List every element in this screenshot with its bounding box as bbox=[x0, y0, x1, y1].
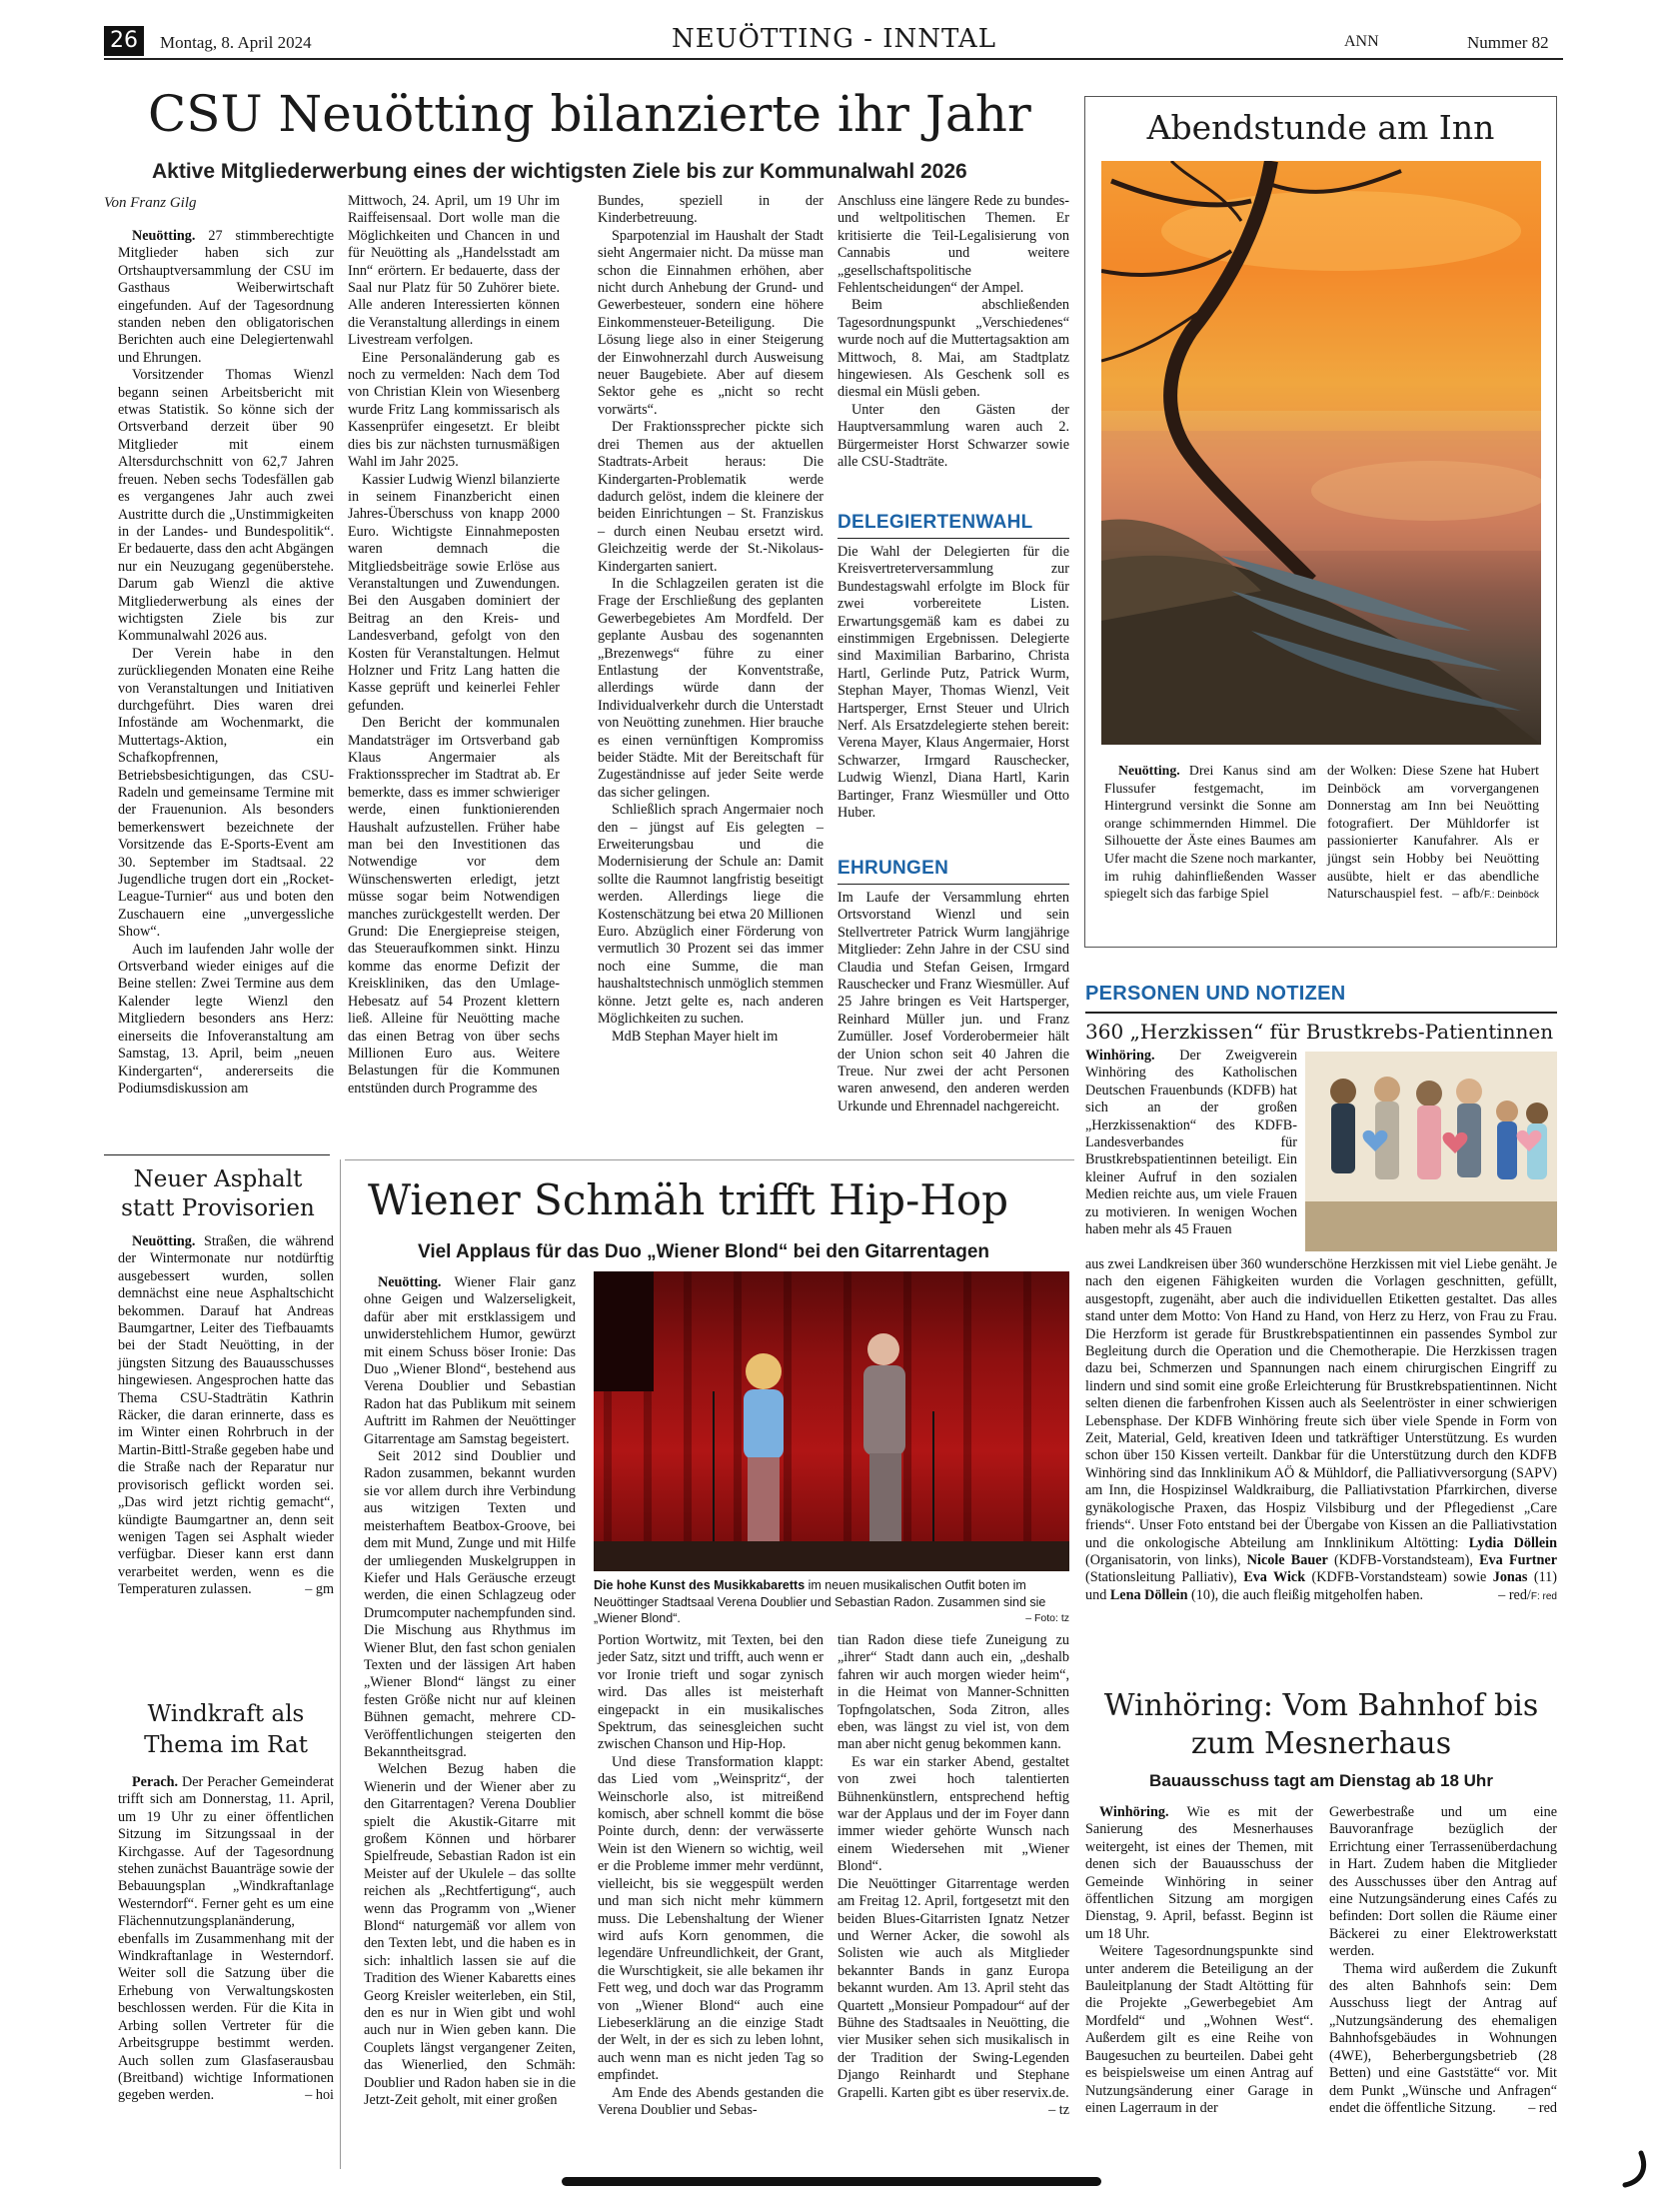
lead-col4 bbox=[837, 193, 1069, 472]
paragraph bbox=[1085, 1943, 1313, 2117]
stage-caption-credit: – Foto: tz bbox=[1025, 1612, 1069, 1624]
lead-col3 bbox=[598, 193, 824, 1046]
paragraph-text: Beim abschließenden Tagesordnungspunkt „Verschiedenes“ wurde noch auf die Muttertagsaktion am Mittwoch, 8. Mai, am Stadtplatz hingewiesen. Als Geschenk soll es diesmal ein Müsli geben. bbox=[837, 297, 1069, 401]
person-name: Eva Furtner bbox=[1479, 1551, 1558, 1568]
paragraph bbox=[1329, 1804, 1557, 1961]
paragraph bbox=[1085, 1804, 1313, 1943]
stage-illustration bbox=[594, 1271, 1069, 1571]
personen-text: aus zwei Landkreisen über 360 wunderschöne Herzkissen mit viel Liebe genäht. Je nach den eigenen Fähigkeiten wurden die Vorlagen geschnitten, gefüllt, ausgestopft, zugenäht, aber auch die individuellen Etiketten gestaltet. Das alles stand unter dem Motto: Von Hand zu Hand, von Herz zu Herz, von Frau zu Frau. Die Herzform ist gerade für Brustkrebspatientinnen ein passendes Symbol zur Begleitung durch die Operation und die Chemotherapie. Die Herzkissen tragen dazu bei, Schmerzen und Spannungen nach einem chirurgischen Eingriff zu lindern und sind somit eine große Erleichterung für Brustkrebspatientinnen. Nicht selten dienen die farbenfrohen Kissen auch als Seelentröster in einer schwierigen Lebensphase. Der KDFB Winhöring freute sich über viele Spende in Form von Zeit, Material, Geld, kreativen Ideen und tatkräftiger Unterstützung. Es wurden schon über 150 Kissen verteilt. Dankbar für die Unterstützung durch den KDFB Winhöring sind das Innklinikum AÖ & Mühldorf, die Palliativversorgung (SAPV) am Inn, die Hospizinsel Waldkraiburg, die Palliativstation Pfarrkirchen, diverse gynäkologische Praxen, das Hospiz Vilsbiburg und der Pflegedienst „Care friends“. Unser Foto entstand bei der Übergabe von Kissen an die Palliativstation und die onkologische Abteilung am Innklinikum Altötting: Lydia Döllein (Organisatorin, von links), Nicole Bauer (KDFB-Vorstandsteam), Eva Furtner (Stationsleitung Palliativ), Eva Wick (KDFB-Vorstandsteam) sowie Jonas (11) und Lena Döllein (10), die auch fleißig mitgeholfen haben. – red/F: red bbox=[1085, 1256, 1558, 1603]
paragraph-text: Der Fraktionssprecher pickte sich drei Themen aus der aktuellen Stadtrats-Arbeit heraus: Die Kindergarten-Problematik werde dadurch gelöst, indem die kleinere der beiden Einrichtungen – St. Franziskus – durch einen Neubau ersetzt wird. Gleichzeitig werde der St.-Nikolaus-Kindergarten saniert. bbox=[598, 419, 824, 575]
rule-v1 bbox=[340, 1159, 341, 2169]
wind-headline: Windkraft als Thema im Rat bbox=[144, 1701, 308, 1758]
paragraph-text: Anschluss eine längere Rede zu bundes- und weltpolitischen Themen. Er kritisierte die Teil-Legalisierung von Cannabis und weitere „gesellschaftspolitische Fehlentscheidungen“ der Ampel. bbox=[837, 193, 1069, 297]
paragraph bbox=[837, 1632, 1069, 1754]
winhoering-subhead: Bauausschuss tagt am Dienstag ab 18 Uhr bbox=[1149, 1771, 1493, 1790]
photo-caption-left: Neuötting. Drei Kanus sind am Flussufer festgemacht, im Hintergrund versinkt die Sonne am orange schimmernden Himmel. Die Silhouette der Äste eines Baumes am Ufer macht die Szene noch markanter, im ruhig dahinfließenden Wasser spiegelt sich das farbige Spiel bbox=[1104, 763, 1316, 902]
paragraph bbox=[348, 350, 560, 472]
paragraph-text: Bundes, speziell in der Kinderbetreuung. bbox=[598, 193, 824, 227]
photo-box-title: Abendstunde am Inn bbox=[1146, 108, 1495, 147]
paragraph-text: 27 stimmberechtigte Mitglieder haben sich zur Ortshauptversammlung der CSU im Gasthaus Weiberwirtschaft eingefunden. Auf der Tagesordnung standen neben den obligatorischen Berichten auch eine Delegiertenwahl und Ehrungen. bbox=[118, 228, 334, 366]
delegierte-text: Die Wahl der Delegierten für die Kreisvertreterversammlung zur Bundestagswahl erfolgte im Block für zwei vorbereitete Listen. Erwartungsgemäß kam es dabei zu einstimmigen Ergebnissen. Delegierte sind Maximilian Barbarino, Christa Hartl, Gerlinde Putz, Patrick Wurm, Stephan Mayer, Thomas Wienzl, Veit Hartsperger, Ernst Steuer und Ulrich Nerf. Als Ersatzdelegierte stehen bereit: Verena Mayer, Klaus Angermaier, Horst Schwarzer, Irmgard Rauschecker, Ludwig Wienzl, Diana Hartl, Karin Bartinger, Franz Wiesmüller und Otto Huber. bbox=[837, 544, 1069, 822]
paragraph-text: Vorsitzender Thomas Wienzl begann seinen Arbeitsbericht mit etwas Statistik. So könne sich der Ortsverband derzeit über 90 Mitglieder mit einem Altersdurchschnitt von 62,7 Jahren freuen. Neben sechs Todesfällen gab es vergangenes Jahr auch zwei Austritte durch die „Unstimmigkeiten in der Landes- und Bundespolitik“. Er bedauerte, dass den acht Abgängen nur ein Neuzugang gegenüberstehe. Darum gab Wienzl die aktive Mitgliederwerbung als eines der wichtigsten Ziele bis zur Kommunalwahl 2026 aus. bbox=[118, 367, 334, 645]
paragraph bbox=[1329, 1961, 1557, 2118]
paragraph-text: Portion Wortwitz, mit Texten, bei den jeder Satz, sitzt und trifft, auch wenn er vor Ironie trieft und sogar zynisch wird. Das alles ist meisterhaft eingepackt in ein musikalisches Spektrum, das seinesgleichen sucht zwischen Chanson und Hip-Hop. bbox=[598, 1632, 824, 1753]
paragraph bbox=[837, 402, 1069, 472]
paragraph bbox=[364, 1761, 576, 2109]
paragraph-text: In die Schlagzeilen geraten ist die Frage der Erschließung des geplanten Gewerbegebietes Am Mordfeld. Der geplante Ausbau des sogenannten „Brezenwegs“ führe zu einer Entlastung der Konventstraße, allerdings würde dann der Individualverkehr durch die Unterstadt von Neuötting zunehmen. Hier brauche es einen vernünftigen Kompromiss beider Städte. Mit der Bereitschaft für Zugeständnisse auf jeder Seite werde das sicher gelingen. bbox=[598, 575, 824, 801]
paragraph bbox=[348, 715, 560, 1098]
paragraph bbox=[837, 297, 1069, 401]
paragraph-text: Die Neuöttinger Gitarrentage werden am Freitag 12. April, fortgesetzt mit den beiden Blues-Gitarristen Ignatz Netzer und Werner Acker, die sowohl als Solisten wie auch als Mitglieder bekannter Bands in ganz Europa bekannt wurden. Am 13. April steht das Quartett „Monsieur Pompadour“ auf der Bühne des Stadtsaales in Neuötting, die vier Musiker sehen sich musikalisch in der Tradition der Swing-Legenden Django Reinhardt und Stephane Grapelli. Karten gibt es über reservix.de. bbox=[837, 1875, 1069, 2101]
paragraph bbox=[118, 646, 334, 942]
paragraph-text: Wiener Flair ganz ohne Geigen und Walzerseligkeit, dafür aber mit erstklassigem und unwiderstehlichem Humor, gewürzt mit einem Schuss böser Ironie: Das Duo „Wiener Blond“, bestehend aus Verena Doublier und Sebastian Radon hat das Publikum mit seinem Auftritt im Rahmen der Neuöttinger Gitarrentage am Samstag begeistert. bbox=[364, 1274, 576, 1447]
dateline: Neuötting. bbox=[378, 1274, 442, 1290]
delegierte-rule bbox=[837, 538, 1069, 539]
paragraph bbox=[837, 1875, 1069, 2118]
page-number: 26 bbox=[110, 28, 138, 53]
paragraph bbox=[598, 1029, 824, 1046]
paragraph bbox=[118, 942, 334, 1099]
paragraph-text: Es war ein starker Abend, gestaltet von zwei hoch talentierten Bühnenkünstlern, entsprechend heftig war der Applaus und der im Foyer dann immer wieder gehörte Wunsch nach einem Wiedersehen mit „Wiener Blond“. bbox=[837, 1753, 1069, 1875]
lead-col1 bbox=[118, 228, 334, 1098]
paragraph bbox=[598, 2085, 824, 2120]
lead-col2 bbox=[348, 193, 560, 1098]
paragraph bbox=[364, 1274, 576, 1448]
ehrungen-head: EHRUNGEN bbox=[837, 858, 949, 879]
paragraph-text: Weitere Tagesordnungspunkte sind unter anderem die Beteiligung an der Bauleitplanung der Stadt Altötting für die Projekte „Gewerbegebiet Am Mordfeld“ und „Wohnen West“. Außerdem gilt es eine Reihe von Baugesuchen zu beurteilen. Dabei geht es beispielsweise um einen Antrag auf Nutzungsänderung einer Garage in einen Lagerraum in der bbox=[1085, 1943, 1313, 2116]
paragraph-text: Mittwoch, 24. April, um 19 Uhr im Raiffeisensaal. Dort wolle man die Möglichkeiten und Chancen in und für Neuötting als „Handelsstadt am Inn“ erörtern. Er bedauerte, dass der Saal nur Platz für 50 Zuhörer biete. Alle anderen Interessierten können die Veranstaltung allerdings in einem Livestream verfolgen. bbox=[348, 193, 560, 349]
paragraph bbox=[348, 193, 560, 350]
stage-photo bbox=[594, 1271, 1069, 1571]
hiphop-col1 bbox=[364, 1274, 576, 2110]
paragraph-text: Auch im laufenden Jahr wolle der Ortsverband wieder einiges auf die Beine stellen: Zwei Termine aus dem Kalender legte Wienzl den Mitgliedern besonders ans Herz: einerseits die Infoveranstaltung am Samstag, 13. April, beim „neuen Kindergarten“, andererseits die Podiumsdiskussion am bbox=[118, 941, 334, 1097]
person-role: (Stationsleitung Palliativ), bbox=[1085, 1569, 1244, 1586]
stage-caption bbox=[594, 1577, 1069, 1627]
paragraph-text: Gewerbestraße und um eine Bauvoranfrage bezüglich der Errichtung einer Terrassenüberdachung in Hart. Zudem haben die Mitglieder des Ausschusses über den Antrag auf eine Nutzungsänderung eines Cafés zu befinden: Dort sollen die Räume einer Bäckerei zu einer Elektrowerkstatt werden. bbox=[1329, 1804, 1557, 1960]
paragraph-text: Kassier Ludwig Wienzl bilanzierte in seinem Finanzbericht einen Jahres-Überschuss von knapp 2000 Euro. Wichtigste Einnahmeposten waren demnach die Mitgliedsbeiträge sowie Erlöse aus Veranstaltungen und Zuwendungen. Bei den Ausgaben dominiert der Beitrag an den Kreis- und Landesverband, gefolgt von den Kosten für Veranstaltungen. Helmut Holzner und Fritz Lang hatten die Kasse geprüft und keinerlei Fehler gefunden. bbox=[348, 471, 560, 714]
paragraph bbox=[118, 228, 334, 367]
personen-rule bbox=[1085, 1012, 1557, 1014]
wind-text: Perach. Der Peracher Gemeinderat trifft sich am Donnerstag, 11. April, um 19 Uhr zu einer öffentlichen Sitzung im Sitzungssaal in der Kirchgasse. Auf der Tagesordnung stehen zunächst Bauanträge sowie der Bebauungsplan „Windkraftanlage Westerndorf“. Ferner geht es um eine Flächennutzungsplanänderung, ebenfalls im Zusammenhang mit der Windkraftanlage in Westerndorf. Weiter soll die Satzung über die Erhebung von Verwaltungskosten beschlossen werden. Für die Kita in Arbing sollen Vertreter für die Arbeitsgruppe bestimmt werden. Auch sollen zum Glasfaserausbau (Breitband) wichtige Informationen gegeben werden. – hoi bbox=[118, 1774, 334, 2104]
personen-headline: 360 „Herzkissen“ für Brustkrebs-Patientinnen bbox=[1085, 1020, 1554, 1044]
signature: – red bbox=[1528, 2099, 1557, 2116]
asphalt-rule bbox=[104, 1154, 330, 1155]
paragraph bbox=[598, 228, 824, 419]
paragraph-text: Am Ende des Abends gestanden die Verena Doublier und Sebas- bbox=[598, 2084, 824, 2118]
paragraph bbox=[598, 419, 824, 576]
paragraph bbox=[837, 193, 1069, 297]
home-indicator[interactable] bbox=[562, 2177, 1101, 2186]
sunset-illustration bbox=[1101, 161, 1541, 745]
masthead-issue: Nummer 82 bbox=[1467, 33, 1549, 52]
paragraph bbox=[598, 802, 824, 1028]
photo-caption-right: der Wolken: Diese Szene hat Hubert Deinböck am vorvergangenen Donnerstag am Inn bei Neuötting fotografiert. Der Mühldorfer ist passionierter Kanufahrer. Als er jüngst sein Hobby bei Neuötting ausübte, hielt er das abendliche Naturschauspiel fest. – afb/F.: Deinböck bbox=[1327, 763, 1539, 902]
dateline: Neuötting. bbox=[132, 228, 196, 244]
paragraph bbox=[598, 1754, 824, 2085]
hiphop-headline: Wiener Schmäh trifft Hip-Hop bbox=[368, 1175, 1009, 1224]
winhoering-col2 bbox=[1329, 1804, 1557, 2117]
masthead-title: NEUÖTTING - INNTAL bbox=[672, 24, 996, 54]
person-name: Eva Wick bbox=[1243, 1569, 1306, 1586]
paragraph bbox=[598, 576, 824, 802]
hiphop-col3 bbox=[837, 1632, 1069, 2119]
stage-caption-text: im neuen musikalischen Outfit boten im Neuöttinger Stadtsaal Verena Doublier und Sebastian Radon. Zusammen sind sie „Wiener Blond“. bbox=[594, 1578, 1046, 1625]
hiphop-col2 bbox=[598, 1632, 824, 2119]
signature: – tz bbox=[1048, 2101, 1069, 2118]
person-name: Lena Döllein bbox=[1109, 1586, 1188, 1603]
paragraph-text: Der Verein habe in den zurückliegenden Monaten eine Reihe von Veranstaltungen und Initiativen durchgeführt. Dies waren drei Infostände am Wochenmarkt, die Muttertags-Aktion, ein Schafkopfrennen, Betriebsbesichtigungen, das CSU-Radeln und gemeinsame Termine mit der Frauenunion. Als besonders bemerkenswert bezeichnete der Vorsitzende das E-Sports-Event am 30. September im Stadtsaal. 22 Jugendliche trugen dort ein „Rocket-League-Turnier“ aus und boten den Zuschauern eine „unvergessliche Show“. bbox=[118, 645, 334, 941]
person-name: Jonas bbox=[1492, 1569, 1528, 1586]
page-number-badge bbox=[104, 26, 144, 56]
paragraph bbox=[598, 1632, 824, 1754]
masthead-date: Montag, 8. April 2024 bbox=[160, 33, 312, 52]
rule-h-hiphop bbox=[345, 1159, 1074, 1160]
person-role: (KDFB-Vorstandsteam), bbox=[1327, 1551, 1480, 1568]
paragraph-text: Seit 2012 sind Doublier und Radon zusammen, bekannt wurden sie vor allem durch ihre Verbindung aus witzigen Texten und meisterhaftem Beatbox-Groove, bei dem mit Mund, Zunge und mit Hilfe der umliegenden Muskelgruppen in Kiefer und Hals Geräusche erzeugt werden, die einen Schlagzeug oder Drumcomputer nachempfunden sind. Die Mischung aus Rhythmus im Wiener Blut, den fast schon genialen Texten und der lässigen Art haben „Wiener Blond“ längst zu einer festen Größe nicht nur auf kleinen Bühnen gemacht, mehrere CD-Veröffentlichungen steigerten den Bekanntheitsgrad. bbox=[364, 1448, 576, 1760]
hiphop-subhead: Viel Applaus für das Duo „Wiener Blond“ bei den Gitarrentagen bbox=[418, 1241, 990, 1262]
paragraph-text: Und diese Transformation klappt: das Lied vom „Weinspritz“, der Weinschorle also, ist mitreißend komisch, aber schnell kommt die böse Pointe durch, denn: der verwässerte Wein ist den Wienern so wichtig, weil er die Probleme immer mehr verdünnt, vielleicht, bis sie weggespült werden und man sich nicht mehr kümmern muss. Die Lebenshaltung der Wiener wird aufs Korn genommen, die legendäre Unfreundlichkeit, der Grant, die Wurschtigkeit, sie alle bekamen ihr Fett weg, und doch war das Programm von „Wiener Blond“ auch eine Liebeserklärung an die einzige Stadt der Welt, in der es sich zu leben lohnt, auch wenn man es nicht jeden Tag so empfindet. bbox=[598, 1753, 824, 2084]
paragraph bbox=[118, 367, 334, 646]
ehrungen-rule bbox=[837, 884, 1069, 885]
paragraph-text: Sparpotenzial im Haushalt der Stadt sieht Angermaier nicht. Da müsse man schon die Einnahmen erhöhen, aber nicht durch Anhebung der Grund- und Gewerbesteuer, sondern eine höhere Einkommensteuer-Beteiligung. Die Lösung liege also in einer Steigerung der Einwohnerzahl durch Ausweisung neuer Baugebiete. Aber auf diesem Sektor gehe es „nicht so recht vorwärts“. bbox=[598, 227, 824, 418]
paragraph bbox=[348, 472, 560, 716]
lead-headline: CSU Neuötting bilanzierte ihr Jahr bbox=[148, 85, 1031, 143]
masthead-rule bbox=[104, 58, 1563, 60]
paragraph-text: Unter den Gästen der Hauptversammlung waren auch 2. Bürgermeister Horst Schwarzer sowie alle CSU-Stadträte. bbox=[837, 401, 1069, 471]
paragraph-text: tian Radon diese tiefe Zuneigung zu „ihrer“ Stadt dann auch ein, „deshalb fahren wir auch morgen wieder heim“, in die Heimat von Manner-Schnitten Topfngolatschen, Soda Zitron, alles eben, was längst zu viel ist, von dem man aber nicht genug bekommen kann. bbox=[837, 1632, 1069, 1753]
sunset-photo bbox=[1101, 161, 1541, 745]
lead-subhead: Aktive Mitgliederwerbung eines der wichtigsten Ziele bis zur Kommunalwahl 2026 bbox=[152, 160, 967, 183]
lead-byline: Von Franz Gilg bbox=[104, 195, 197, 211]
person-role: (KDFB-Vorstandsteam) sowie bbox=[1305, 1569, 1493, 1586]
paragraph-text: MdB Stephan Mayer hielt im bbox=[612, 1028, 779, 1045]
dateline: Winhöring. bbox=[1099, 1804, 1169, 1820]
paragraph-text: Thema wird außerdem die Zukunft des alten Bahnhofs sein: Dem Ausschuss liegt der Antrag auf „Nutzungsänderung des ehemaligen Bahnhofsgebäudes in Wohnungen (4WE), Beherbergungsbetrieb (28 Betten) und eine Gaststätte“ vor. Mit dem Punkt „Wünsche und Anfragen“ endet die öffentliche Sitzung. bbox=[1329, 1960, 1557, 2116]
herzkissen-photo bbox=[1305, 1052, 1557, 1251]
asphalt-headline: Neuer Asphalt statt Provisorien bbox=[121, 1166, 315, 1221]
masthead-paper: ANN bbox=[1344, 33, 1379, 50]
personen-intro: Winhöring. Der Zweigverein Winhöring des Katholischen Deutschen Frauenbunds (KDFB) hat sich an der großen „Herzkissenaktion“ des KDFB-Landesverbandes für Brustkrebspatientinnen beteiligt. Ein kleiner Aufruf in den sozialen Medien reichte aus, um viele Frauen zu motivieren. In wenigen Wochen haben mehr als 45 Frauen bbox=[1085, 1048, 1297, 1238]
delegierte-head: DELEGIERTENWAHL bbox=[837, 512, 1033, 533]
paragraph bbox=[837, 1754, 1069, 1876]
person-role: (Organisatorin, von links), bbox=[1085, 1551, 1247, 1568]
paragraph-text: Welchen Bezug haben die Wienerin und der Wiener aber zu den Gitarrentagen? Verena Doublier spielt die Akustik-Gitarre mit großem Können und hörbarer Spielfreude, Sebastian Radon ist ein Meister auf der Ukulele – das sollte reichen als „Rechtfertigung“, auch wenn das Programm von „Wiener Blond“ naturgemäß vor allem von den Texten lebt, und die haben es in sich: inhaltlich lassen sie auf die Tradition des Wiener Kabaretts eines Georg Kreisler weiterleben, ein Stil, den es nur in Wien gibt und wohl auch nur in Wien geben kann. Die Couplets längst vergangener Zeiten, das Wienerlied, den Schmäh: Doublier und Radon haben sie in die Jetzt-Zeit geholt, mit einer großen bbox=[364, 1761, 576, 2109]
paragraph-text: Den Bericht der kommunalen Mandatsträger im Ortsverband gab Klaus Angermaier als Fraktionssprecher im Stadtrat ab. Er bemerkte, dass es immer schwieriger werde, einen funktionierenden Haushalt aufzustellen. Früher habe man bei den Investitionen das Notwendige vor dem Wünschenswerten erledigt, jetzt müsse sogar beim Notwendigen manches zurückgestellt werden. Der Grund: Die Energiepreise steigen, das Steueraufkommen sinkt. Hinzu komme das enorme Defizit der Kreiskliniken, das den Umlage-Hebesatz auf 54 Prozent klettern ließ. Alleine für Neuötting mache das einen Betrag von über sechs Millionen Euro aus. Weitere Belastungen für die Kommunen entstünden durch Programme des bbox=[348, 715, 560, 1097]
asphalt-text: Neuötting. Straßen, die während der Wintermonate nur notdürftig ausgebessert wurden, sollen demnächst eine neue Asphaltschicht bekommen. Darauf hat Andreas Baumgartner, Leiter des Tiefbauamts bei der Stadt Neuötting, in der jüngsten Sitzung des Bauausschusses hingewiesen. Angesprochen hatte das Thema CSU-Stadträtin Kathrin Räcker, die daran erinnerte, dass es im Winter einen Rohrbruch in der Martin-Bittl-Straße gegeben habe und die Straße nach der Reparatur nur provisorisch geflickt worden sei. „Das wird jetzt richtig gemacht“, kündigte Baumgartner an, denn seit wenigen Tagen sei Asphalt wieder verfügbar. Dieser kann erst dann verarbeitet werden, wenn es die Temperaturen zulassen. – gm bbox=[118, 1233, 334, 1598]
stage-caption-bold: Die hohe Kunst des Musikkabaretts bbox=[594, 1578, 806, 1592]
paragraph-text: Wie es mit der Sanierung des Mesnerhauses weitergeht, ist eines der Themen, mit denen sich der Bauausschuss der Gemeinde Winhöring in seiner öffentlichen Sitzung am morgigen Dienstag, 9. April, befasst. Beginn ist um 18 Uhr. bbox=[1085, 1804, 1313, 1942]
herzkissen-illustration bbox=[1305, 1052, 1557, 1251]
personen-section: PERSONEN UND NOTIZEN bbox=[1085, 983, 1346, 1005]
paragraph-text: Schließlich sprach Angermaier noch den – jüngst auf Eis gelegten – Erweiterungsbau und die Modernisierung der Schule an: Damit sollte die Raumnot langfristig beseitigt werden. Allerdings liege die Kostenschätzung bei etwa 20 Millionen Euro. Abzüglich einer Förderung von vermutlich 30 Prozent sei das immer noch eine Summe, die man haushaltstechnisch unmöglich stemmen könne. Jetzt gelte es, nach anderen Möglichkeiten zu suchen. bbox=[598, 802, 824, 1028]
person-role: (11) und bbox=[1085, 1569, 1557, 1603]
person-role: (10), die auch fleißig mitgeholfen haben. bbox=[1187, 1586, 1424, 1603]
paragraph bbox=[598, 193, 824, 228]
ehrungen-text: Im Laufe der Versammlung ehrten Ortsvorstand Wienzl und sein Stellvertreter Patrick Wurm langjährige Mitglieder: Zehn Jahre in der CSU sind Claudia und Stefan Geisen, Irmgard Rauschecker und Franz Wiesmüller. Auf 25 Jahre bringen es Veit Hartsperger, Reinhard Müller jun. und Franz Zumüller. Josef Vorderobermeier hält der Union schon seit 40 Jahren die Treue. Nur zwei der acht Personen waren anwesend, den anderen werden Urkunde und Ehrennadel nachgereicht. bbox=[837, 890, 1069, 1114]
person-name: Nicole Bauer bbox=[1246, 1551, 1328, 1568]
winhoering-col1 bbox=[1085, 1804, 1313, 2117]
paragraph bbox=[364, 1448, 576, 1761]
page-curl-icon bbox=[1619, 2149, 1649, 2189]
person-name: Lydia Döllein bbox=[1468, 1534, 1557, 1551]
paragraph-text: Eine Personaländerung gab es noch zu vermelden: Nach dem Tod von Christian Klein von Wiesenberg wurde Fritz Lang kommissarisch als Kassenprüfer eingesetzt. Er bleibt dies bis zur nächsten turnusmäßigen Wahl im Jahr 2025. bbox=[348, 349, 560, 471]
winhoering-headline: Winhöring: Vom Bahnhof bis zum Mesnerhaus bbox=[1103, 1688, 1539, 1761]
